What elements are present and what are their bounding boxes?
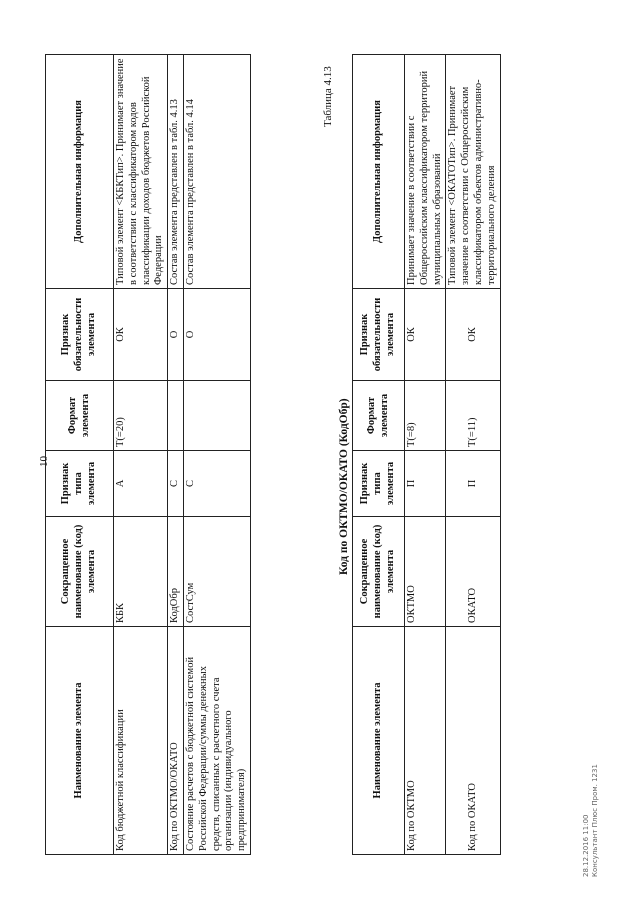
cell-format xyxy=(168,381,184,451)
cell-name: Код бюджетной классификации xyxy=(114,627,168,855)
col-format-header: Формат элемента xyxy=(353,381,405,451)
col-required-header: Признак обязательности элемента xyxy=(353,289,405,381)
col-format-header: Формат элемента xyxy=(46,381,114,451)
col-code-header: Сокращенное наименование (код) элемента xyxy=(46,517,114,627)
cell-name: Код по ОКАТО xyxy=(446,627,500,855)
cell-name: Код по ОКТМО/ОКАТО xyxy=(168,627,184,855)
cell-info: Типовой элемент <ОКАТОТип>. Принимает значение в соответствии с Общероссийским классификатором объектов административно-территориального деления xyxy=(446,55,500,289)
cell-code: КБК xyxy=(114,517,168,627)
col-type-header: Признак типа элемента xyxy=(46,451,114,517)
cell-required: ОК xyxy=(446,289,500,381)
page-number: 10 xyxy=(38,456,50,467)
table-row xyxy=(405,55,446,855)
cell-format: Т(=20) xyxy=(114,381,168,451)
cell-info: Состав элемента представлен в табл. 4.13 xyxy=(168,55,184,289)
cell-name: Код по ОКТМО xyxy=(405,627,446,855)
table-header-row xyxy=(46,55,114,855)
cell-info: Принимает значение в соответствии с Общероссийским классификатором территорий муниципальных образований xyxy=(405,55,446,289)
cell-name: Состояние расчетов с бюджетной системой Российской Федерации/суммы денежных средств, списанных с расчетного счета организации (индивидуального предпринимателя) xyxy=(183,627,250,855)
table-row xyxy=(183,55,250,855)
cell-code: СостСум xyxy=(183,517,250,627)
elements-table xyxy=(45,54,251,855)
table-row xyxy=(168,55,184,855)
cell-type: П xyxy=(405,451,446,517)
table-row xyxy=(114,55,168,855)
table-caption: Код по ОКТМО/ОКАТО (КодОбр) xyxy=(338,398,350,575)
table-header-row xyxy=(353,55,405,855)
cell-required: ОК xyxy=(114,289,168,381)
cell-format xyxy=(183,381,250,451)
col-info-header: Дополнительная информация xyxy=(46,55,114,289)
col-type-header: Признак типа элемента xyxy=(353,451,405,517)
col-name-header: Наименование элемента xyxy=(353,627,405,855)
col-required-header: Признак обязательности элемента xyxy=(46,289,114,381)
cell-code: КодОбр xyxy=(168,517,184,627)
cell-required: ОК xyxy=(405,289,446,381)
cell-code: ОКАТО xyxy=(446,517,500,627)
cell-format: Т(=11) xyxy=(446,381,500,451)
cell-required: О xyxy=(183,289,250,381)
cell-type: С xyxy=(183,451,250,517)
stamp-line: Консультант Плюс Пром. 1231 xyxy=(591,764,600,877)
col-name-header: Наименование элемента xyxy=(46,627,114,855)
cell-type: П xyxy=(446,451,500,517)
cell-type: А xyxy=(114,451,168,517)
document-stamp xyxy=(582,764,600,877)
col-code-header: Сокращенное наименование (код) элемента xyxy=(353,517,405,627)
table-row xyxy=(446,55,500,855)
cell-info: Типовой элемент <КБКТип>. Принимает значение в соответствии с классификатором кодов классификации доходов бюджетов Российской Федерации xyxy=(114,55,168,289)
cell-type: С xyxy=(168,451,184,517)
col-info-header: Дополнительная информация xyxy=(353,55,405,289)
stamp-line: 28.12.2016 11:00 xyxy=(582,814,590,877)
oktmo-okato-table xyxy=(352,54,501,855)
cell-format: Т(=8) xyxy=(405,381,446,451)
cell-info: Состав элемента представлен в табл. 4.14 xyxy=(183,55,250,289)
table-label: Таблица 4.13 xyxy=(322,66,334,127)
cell-code: ОКТМО xyxy=(405,517,446,627)
cell-required: О xyxy=(168,289,184,381)
